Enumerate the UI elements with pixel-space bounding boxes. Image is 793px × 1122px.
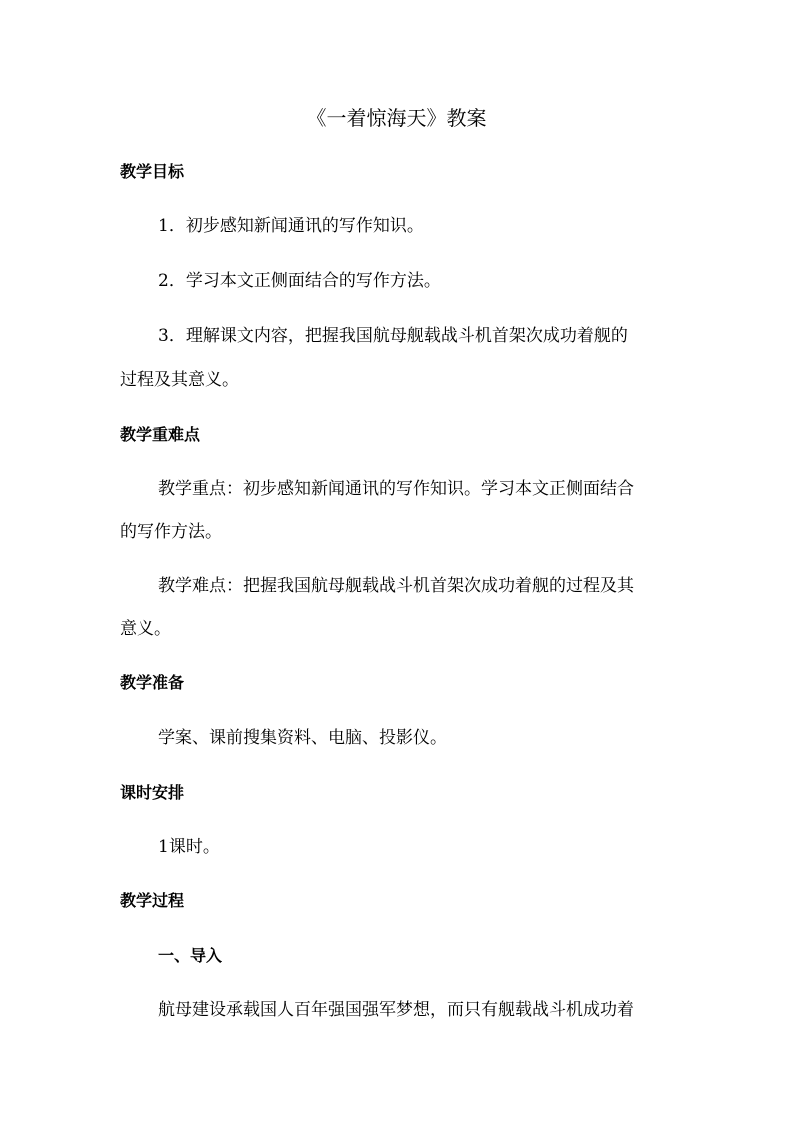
- goal-item-2: 2．学习本文正侧面结合的写作方法。: [158, 271, 441, 291]
- difficulty-paragraph-line-1: 教学难点：把握我国航母舰载战斗机首架次成功着舰的过程及其: [158, 576, 634, 596]
- goal-item-1: 1．初步感知新闻通讯的写作知识。: [158, 216, 424, 236]
- section-heading-preparation: 教学准备: [120, 673, 185, 692]
- preparation-text: 学案、课前搜集资料、电脑、投影仪。: [158, 728, 447, 748]
- focus-paragraph-line-2: 的写作方法。: [120, 522, 222, 542]
- focus-paragraph-line-1: 教学重点：初步感知新闻通讯的写作知识。学习本文正侧面结合: [158, 479, 634, 499]
- process-subheading-intro: 一、导入: [158, 946, 223, 965]
- document-title: 《一着惊海天》教案: [306, 106, 487, 130]
- goal-item-3-continued: 过程及其意义。: [120, 370, 239, 390]
- schedule-text: 1课时。: [158, 837, 220, 857]
- process-intro-line-1: 航母建设承载国人百年强国强军梦想，而只有舰载战斗机成功着: [158, 1000, 634, 1020]
- goal-item-3: 3．理解课文内容，把握我国航母舰载战斗机首架次成功着舰的: [158, 326, 628, 346]
- section-heading-goals: 教学目标: [120, 162, 185, 181]
- section-heading-schedule: 课时安排: [120, 783, 185, 802]
- difficulty-paragraph-line-2: 意义。: [120, 619, 171, 639]
- section-heading-key-points: 教学重难点: [120, 425, 201, 444]
- section-heading-process: 教学过程: [120, 891, 185, 910]
